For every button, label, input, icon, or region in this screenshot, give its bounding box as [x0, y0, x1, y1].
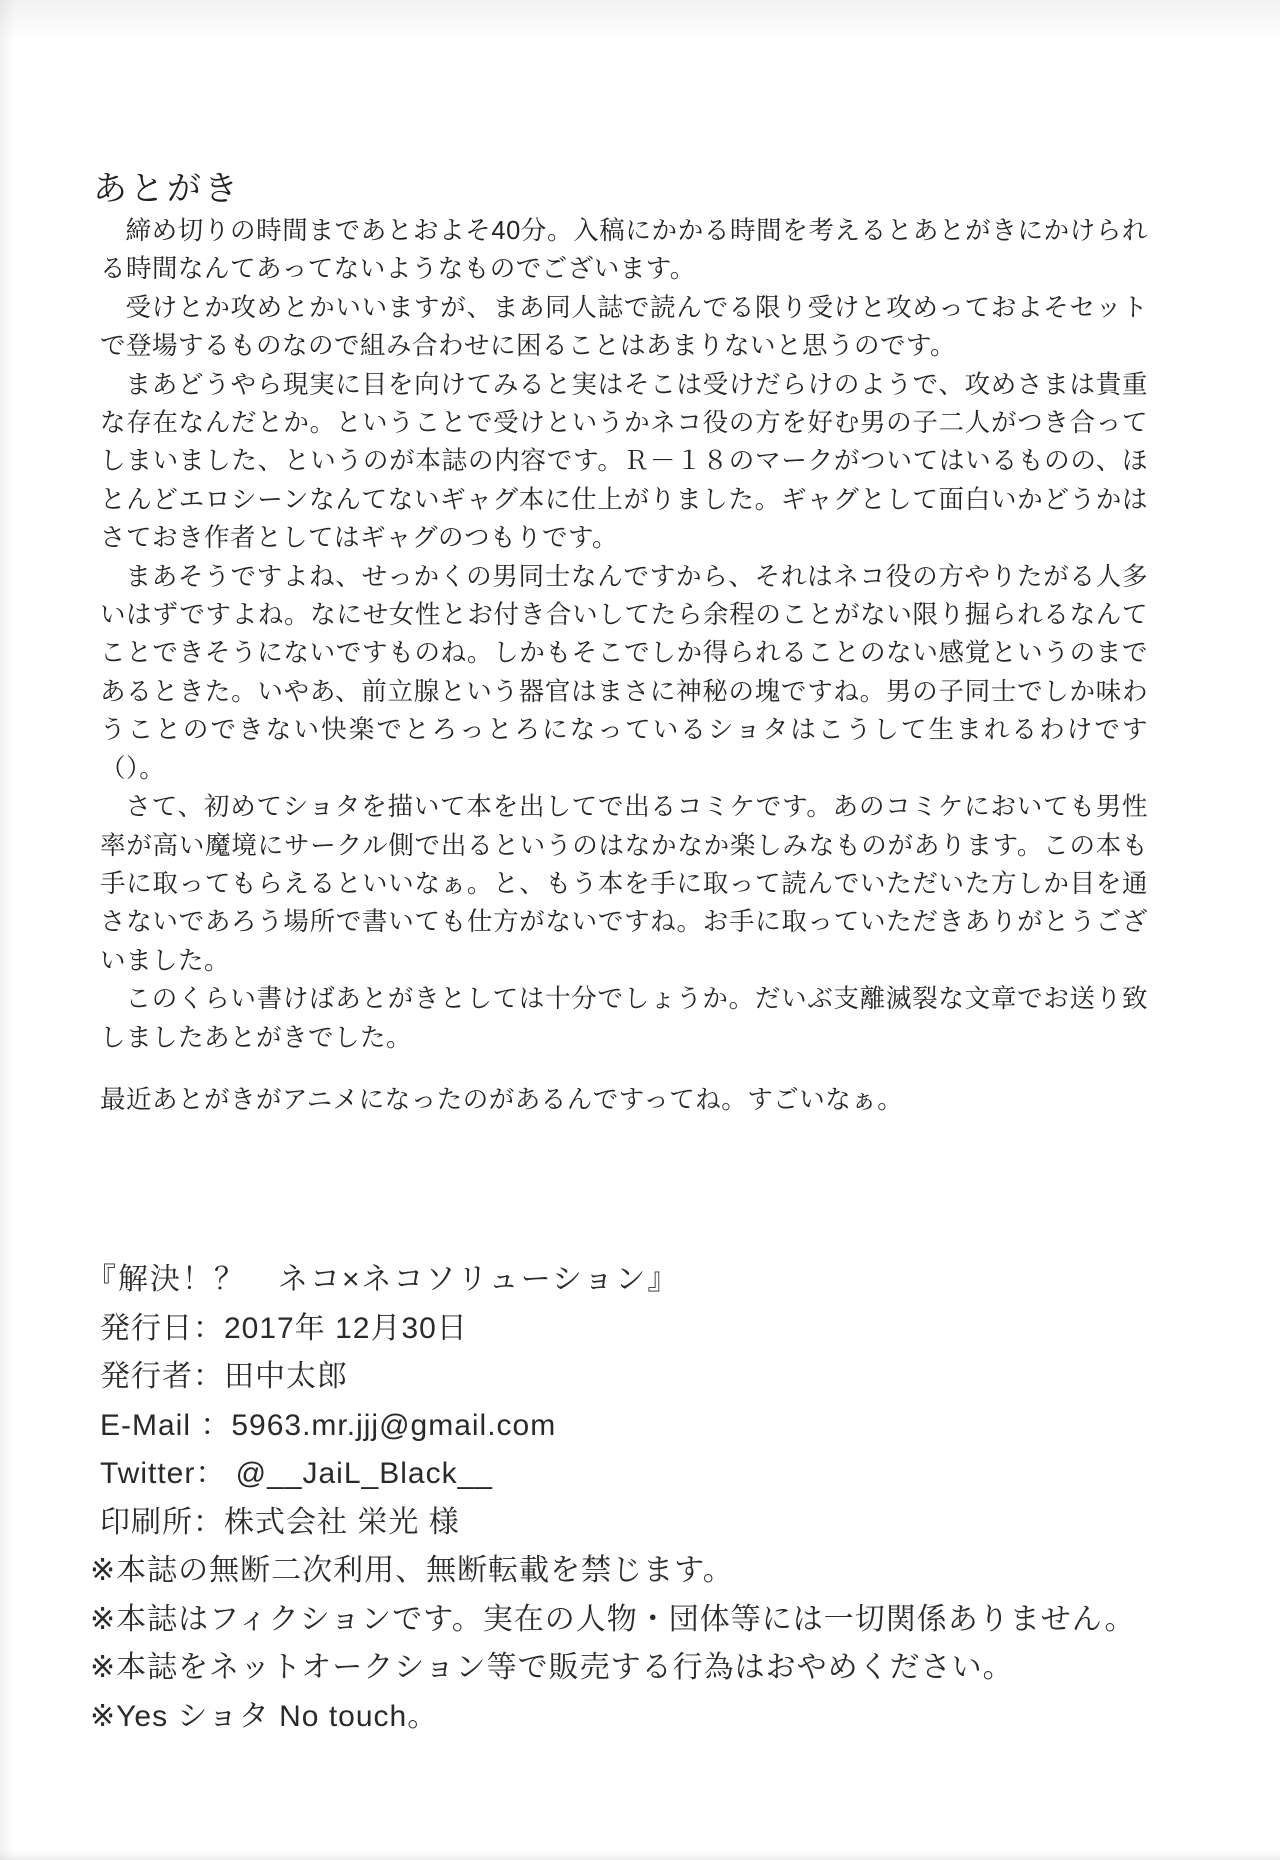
notice-yes-shota-no-touch: ※Yes ショタ No touch。 — [90, 1699, 439, 1733]
scan-edge-top — [0, 0, 1280, 42]
publisher: 発行者：田中太郎 — [100, 1360, 348, 1393]
book-title: 『解決！？ ネコ×ネコソリューション』 — [86, 1263, 680, 1296]
scan-edge-bottom — [0, 1850, 1280, 1860]
colophon — [86, 1256, 1186, 1741]
notice-no-reuse: ※本誌の無断二次利用、無断転載を禁じます。 — [90, 1554, 734, 1587]
page-title: あとがき — [93, 169, 241, 208]
afterword-paragraph: まあそうですよね、せっかくの男同士なんですから、それはネコ役の方やりたがる人多いはずですよね。なにせ女性とお付き合いしてたら余程のことがない限り掘られるなんてことできそうにないですものね。しかもそこでしか得られることのない感覚というのまであるときた。いやあ、前立腺という器官はまさに神秘の塊ですね。男の子同士でしか味わうことのできない快楽でとろっとろになっているショタはこうして生まれるわけです（）。 — [100, 562, 1148, 783]
afterword-body — [100, 212, 1148, 1119]
printer: 印刷所：株式会社 栄光 様 — [100, 1505, 460, 1539]
notice-fiction: ※本誌はフィクションです。実在の人物・団体等には一切関係ありません。 — [90, 1602, 1136, 1636]
afterword-paragraph: さて、初めてショタを描いて本を出してで出るコミケです。あのコミケにおいても男性率が高い魔境にサークル側で出るというのはなかなか楽しみなものがあります。この本も手に取ってもらえるといいなぁ。と、もう本を手に取って読んでいただいた方しか目を通さないであろう場所で書いても仕方がないですね。お手に取っていただきありがとうございました。 — [100, 793, 1148, 975]
closing-note: 最近あとがきがアニメになったのがあるんですってね。すごいなぁ。 — [100, 1085, 904, 1114]
afterword-paragraph: 受けとか攻めとかいいますが、まあ同人誌で読んでる限り受けと攻めっておよそセットで登場するものなので組み合わせに困ることはあまりないと思うのです。 — [100, 293, 1148, 361]
afterword-paragraph: 締め切りの時間まであとおよそ40分。入稿にかかる時間を考えるとあとがきにかけられる時間なんてあってないようなものでございます。 — [100, 217, 1148, 284]
publish-date: 発行日：2017年 12月30日 — [100, 1311, 468, 1345]
scan-edge-left — [0, 0, 14, 1860]
email: E-Mail ：5963.mr.jjj@gmail.com — [100, 1408, 557, 1442]
notice-no-auction: ※本誌をネットオークション等で販売する行為はおやめください。 — [90, 1651, 1014, 1684]
twitter-handle: Twitter： @__JaiL_Black__ — [100, 1457, 493, 1490]
afterword-paragraph: まあどうやら現実に目を向けてみると実はそこは受けだらけのようで、攻めさまは貴重な存在なんだとか。ということで受けというかネコ役の方を好む男の子二人がつき合ってしまいました、というのが本誌の内容です。Ｒ－１８のマークがついてはいるものの、ほとんどエロシーンなんてないギャグ本に仕上がりました。ギャグとして面白いかどうかはさておき作者としてはギャグのつもりです。 — [100, 370, 1148, 553]
afterword-paragraph: このくらい書けばあとがきとしては十分でしょうか。だいぶ支離滅裂な文章でお送り致しましたあとがきでした。 — [100, 985, 1148, 1052]
